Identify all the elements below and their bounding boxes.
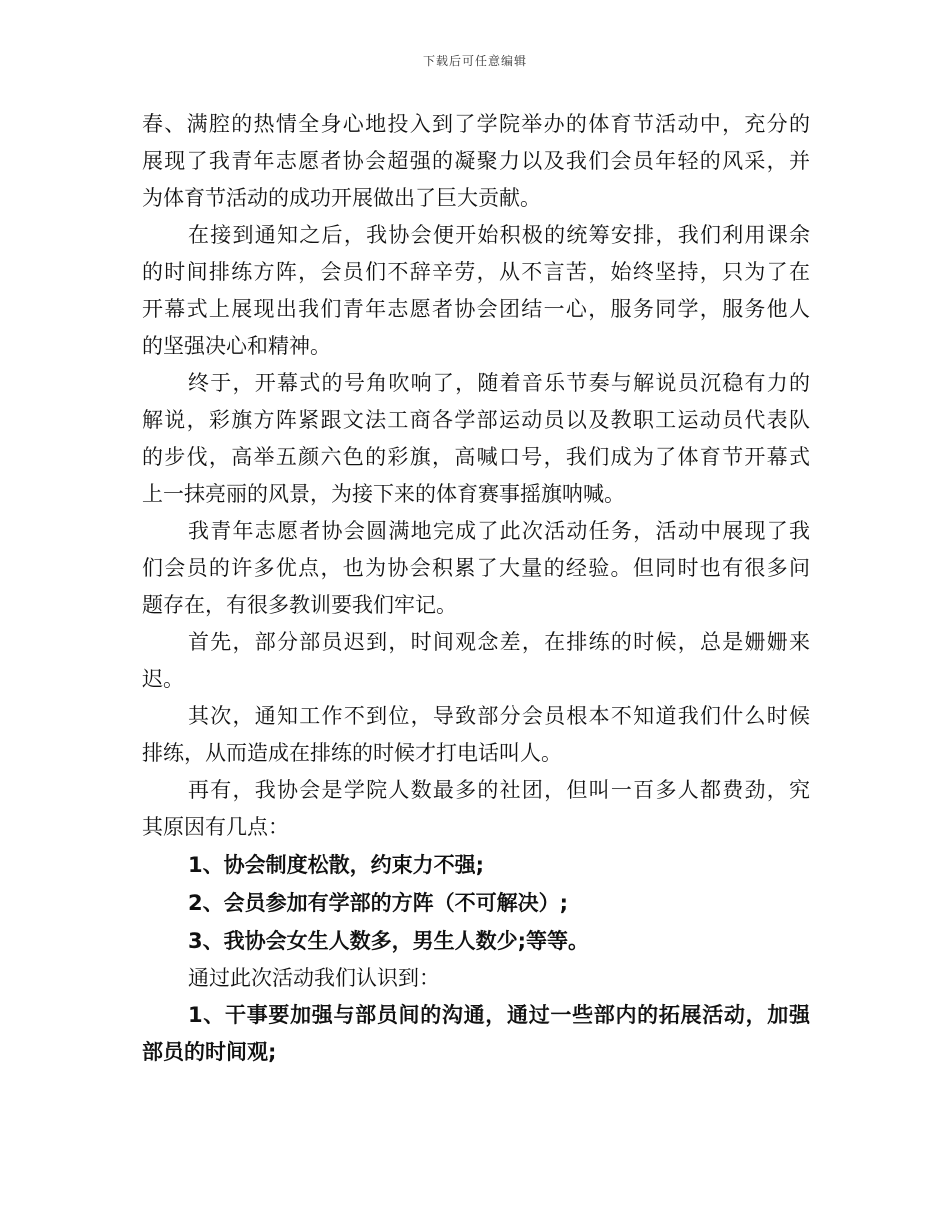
text-line-19: 再有，我协会是学院人数最多的社团，但叫一百多人都费劲，究 [188, 778, 810, 802]
conclusion-item-1-cont: 部员的时间观; [142, 1040, 277, 1064]
text-line-3: 为体育节活动的成功开展做出了巨大贡献。 [142, 186, 541, 210]
page-header: 下载后可任意编辑 [422, 54, 527, 68]
conclusion-item-1: 1、干事要加强与部员间的沟通，通过一些部内的拓展活动，加强 [188, 1003, 810, 1027]
list-item-1: 1、协会制度松散，约束力不强; [188, 853, 485, 877]
text-line-24: 通过此次活动我们认识到： [188, 966, 440, 990]
text-line-18: 排练，从而造成在排练的时候才打电话叫人。 [142, 741, 562, 765]
text-line-13: 们会员的许多优点，也为协会积累了大量的经验。但同时也有很多问 [142, 556, 810, 580]
text-line-2: 展现了我青年志愿者协会超强的凝聚力以及我们会员年轻的风采，并 [142, 149, 810, 173]
document-body [142, 106, 810, 1071]
text-line-1: 春、满腔的热情全身心地投入到了学院举办的体育节活动中，充分的 [142, 112, 810, 136]
text-line-9: 解说，彩旗方阵紧跟文法工商各学部运动员以及教职工运动员代表队 [142, 408, 810, 432]
text-line-20: 其原因有几点： [142, 815, 289, 839]
text-line-10: 的步伐，高举五颜六色的彩旗，高喊口号，我们成为了体育节开幕式 [142, 445, 810, 469]
text-line-11: 上一抹亮丽的风景，为接下来的体育赛事摇旗呐喊。 [142, 482, 625, 506]
text-line-8: 终于，开幕式的号角吹响了，随着音乐节奏与解说员沉稳有力的 [188, 371, 810, 395]
text-line-12: 我青年志愿者协会圆满地完成了此次活动任务，活动中展现了我 [188, 519, 810, 543]
text-line-7: 的坚强决心和精神。 [142, 334, 331, 358]
text-line-16: 迟。 [142, 667, 184, 691]
text-line-17: 其次，通知工作不到位，导致部分会员根本不知道我们什么时候 [188, 704, 810, 728]
text-line-15: 首先，部分部员迟到，时间观念差，在排练的时候，总是姗姗来 [188, 630, 810, 654]
text-line-14: 题存在，有很多教训要我们牢记。 [142, 593, 457, 617]
list-item-2: 2、会员参加有学部的方阵（不可解决）; [188, 891, 569, 915]
text-line-5: 的时间排练方阵，会员们不辞辛劳，从不言苦，始终坚持，只为了在 [142, 260, 810, 284]
list-item-3: 3、我协会女生人数多，男生人数少;等等。 [188, 929, 590, 953]
text-line-6: 开幕式上展现出我们青年志愿者协会团结一心，服务同学，服务他人 [142, 297, 810, 321]
text-line-4: 在接到通知之后，我协会便开始积极的统筹安排，我们利用课余 [188, 223, 810, 247]
